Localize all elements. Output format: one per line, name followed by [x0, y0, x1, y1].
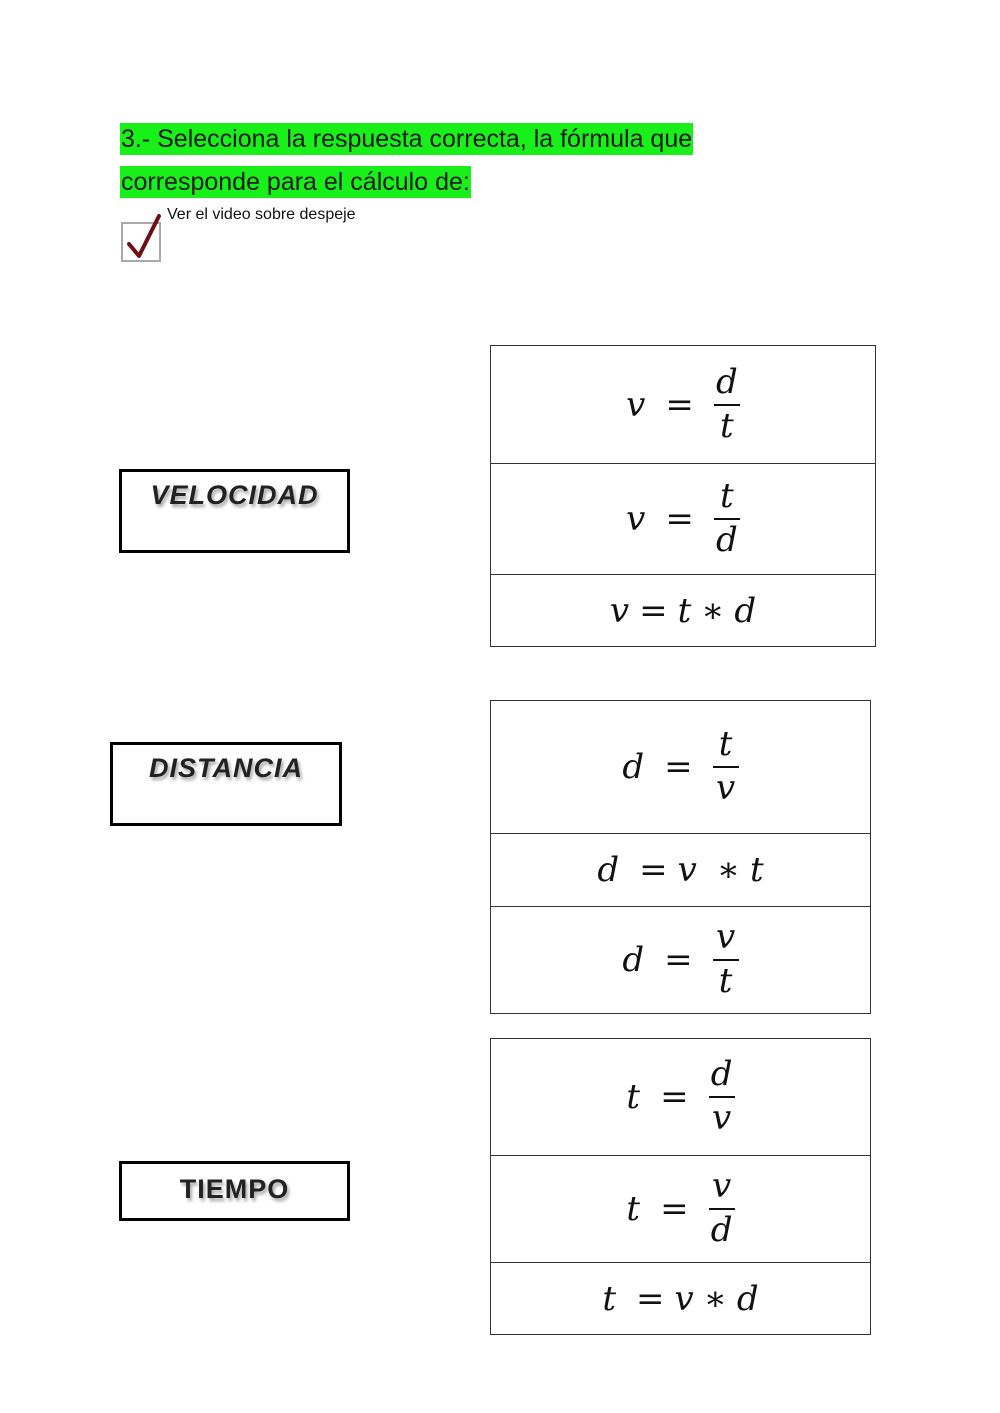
label-tiempo-text: TIEMPO: [179, 1174, 290, 1204]
checkmark-icon: [121, 210, 165, 264]
label-distancia[interactable]: [110, 742, 342, 826]
instruction-line-2: corresponde para el cálculo de:: [121, 168, 470, 196]
options-distancia: [490, 700, 871, 1014]
formula: t = $\frac{d}{v}$: [626, 1057, 734, 1136]
options-tiempo: [490, 1038, 871, 1335]
option-distancia-1[interactable]: [491, 701, 870, 834]
label-velocidad-text: VELOCIDAD: [150, 480, 319, 510]
option-distancia-2[interactable]: [491, 834, 870, 907]
formula: t = v ∗ d: [602, 1278, 759, 1319]
formula: v = t ∗ d: [609, 590, 757, 631]
option-velocidad-3[interactable]: [491, 575, 875, 646]
instruction-line-1: 3.- Selecciona la respuesta correcta, la fórmula que: [121, 125, 693, 153]
formula: v = $\frac{d}{t}$: [626, 365, 740, 444]
option-velocidad-2[interactable]: [491, 464, 875, 575]
option-tiempo-3[interactable]: [491, 1263, 870, 1334]
formula: t = $\frac{v}{d}$: [626, 1169, 734, 1248]
formula: d = v ∗ t: [597, 850, 764, 890]
formula: v = $\frac{t}{d}$: [626, 479, 740, 558]
options-velocidad: [490, 345, 876, 647]
option-velocidad-1[interactable]: [491, 346, 875, 464]
formula: d = $\frac{t}{v}$: [622, 727, 738, 806]
label-tiempo[interactable]: [119, 1161, 350, 1221]
video-link[interactable]: Ver el video sobre despeje: [167, 206, 356, 223]
label-distancia-text: DISTANCIA: [149, 753, 303, 783]
instruction-text: [120, 118, 760, 204]
option-tiempo-2[interactable]: [491, 1156, 870, 1263]
video-checkbox[interactable]: [121, 222, 161, 262]
formula: d = $\frac{v}{t}$: [622, 920, 738, 999]
option-tiempo-1[interactable]: [491, 1039, 870, 1156]
label-velocidad[interactable]: [119, 469, 350, 553]
option-distancia-3[interactable]: [491, 907, 870, 1013]
